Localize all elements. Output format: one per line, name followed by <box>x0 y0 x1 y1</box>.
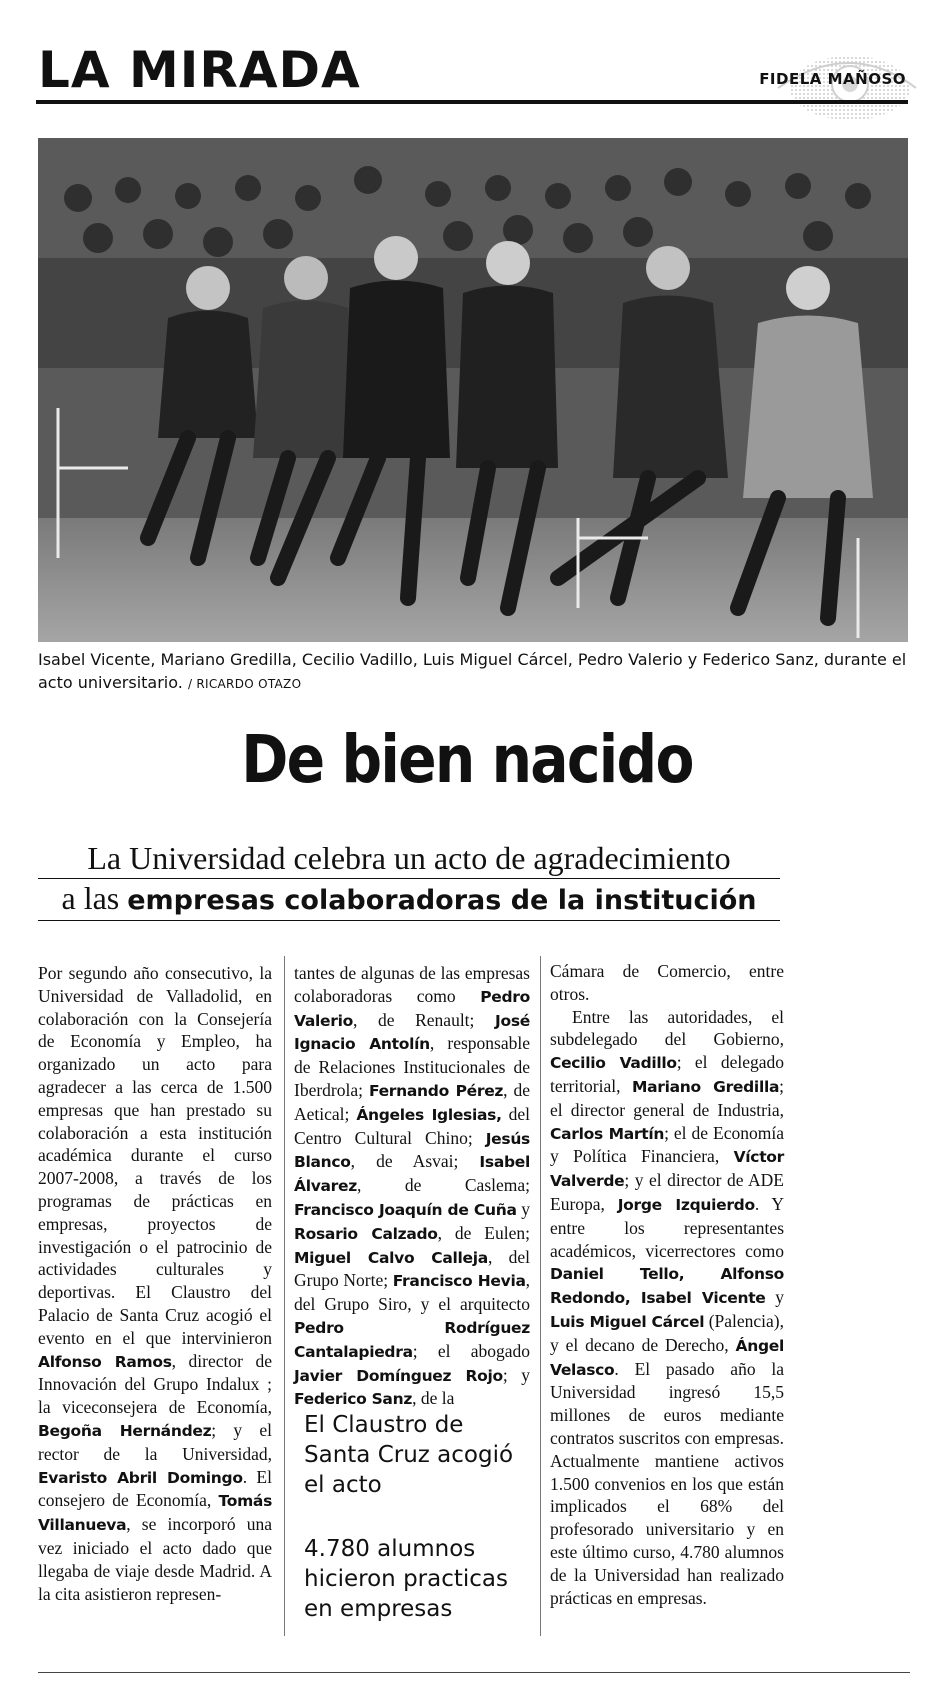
text-run: , de Asvai; <box>350 1151 480 1172</box>
text-run: ; y <box>502 1364 530 1385</box>
body-column-1 <box>38 962 272 1605</box>
person-name: Federico Sanz <box>294 1390 413 1409</box>
person-name: Ángeles Iglesias, <box>356 1105 502 1124</box>
person-name: Pedro Rodríguez Cantalapiedra <box>294 1318 530 1361</box>
text-run: tantes de algunas de las empresas colaboradoras como <box>294 963 530 1006</box>
person-name: Jesús Blanco <box>294 1129 530 1172</box>
section-title: LA MIRADA <box>38 41 361 99</box>
column-3-paragraph-1: Cámara de Comercio, entre otros. <box>550 961 784 1004</box>
headline: De bien nacido <box>241 721 693 798</box>
deck-line-2 <box>38 878 780 921</box>
text-run: , del Grupo Norte; <box>294 1246 530 1291</box>
text-run: , se incorporó una vez iniciado el acto dado que llegaba de viaje desde Madrid. A la cita asistieron represen- <box>38 1514 272 1604</box>
person-name: Javier Domínguez Rojo <box>294 1366 503 1385</box>
text-run: y <box>765 1287 784 1308</box>
deck-line-2-bold: empresas colaboradoras de la institución <box>127 885 757 916</box>
text-run: ; el de Economía y Política Financiera, <box>550 1122 784 1167</box>
person-name: Fernando Pérez <box>368 1081 504 1100</box>
author-byline: FIDELA MAÑOSO <box>759 70 906 88</box>
person-name: Alfonso Ramos <box>38 1352 172 1371</box>
deck-line-1: La Universidad celebra un acto de agradecimiento <box>87 840 731 876</box>
person-name: Daniel Tello, Alfonso Redondo, Isabel Vicente <box>550 1265 784 1308</box>
deck-rule-mid <box>38 878 780 879</box>
photo-caption <box>38 648 908 696</box>
person-name: Luis Miguel Cárcel <box>550 1312 705 1331</box>
text-run: , responsable de Relaciones Institucionales de Iberdrola; <box>294 1033 530 1100</box>
text-run: Por segundo año consecutivo, la Universidad de Valladolid, en colaboración con la Consejería de Economía y Empleo, ha organizado un acto para agradecer a las cerca de 1.500 empresas que han prestado su colaboración a esta institución académica durante el curso 2007-2008, a través de los programas de prácticas en empresas, proyectos de investigación o el patrocinio de actividades culturales y deportivas. El Claustro del Palacio de Santa Cruz acogió el evento en el que intervinieron <box>38 963 272 1348</box>
person-name: Evaristo Abril Domingo <box>38 1468 243 1487</box>
person-name: Ángel Velasco <box>550 1336 784 1379</box>
person-name: Tomás Villanueva <box>38 1492 272 1535</box>
body-column-3 <box>550 960 784 1609</box>
text-run: ; el abogado <box>412 1340 530 1361</box>
text-run: , de Renault; <box>352 1009 496 1030</box>
person-name: Miguel Calvo Calleja <box>294 1248 488 1267</box>
text-run: . Y entre los representantes académicos, vicerrectores como <box>550 1193 784 1261</box>
text-run: del Centro Cultural Chino; <box>294 1103 530 1148</box>
text-run: ; y el director de ADE Europa, <box>550 1170 784 1214</box>
column-3-paragraph-2 <box>550 1006 784 1610</box>
person-name: Begoña Hernández <box>38 1421 212 1440</box>
deck-rule-bottom <box>38 920 780 921</box>
person-name: Jorge Izquierdo <box>617 1195 755 1214</box>
person-name: Francisco Joaquín de Cuña <box>294 1200 517 1219</box>
audience-photo-illustration <box>38 138 908 642</box>
text-run: ; el delegado territorial, <box>550 1052 784 1096</box>
body-column-2 <box>294 962 530 1411</box>
person-name: Pedro Valerio <box>294 987 530 1030</box>
text-run: . El consejero de Economía, <box>38 1466 272 1511</box>
column-2-paragraph <box>294 962 530 1411</box>
deck <box>38 838 780 921</box>
text-run: , director de Innovación del Grupo Indalux ; la viceconsejera de Economía, <box>38 1350 272 1418</box>
caption-text: Isabel Vicente, Mariano Gredilla, Cecilio Vadillo, Luis Miguel Cárcel, Pedro Valerio y Federico Sanz, durante el acto universitario. <box>38 650 907 692</box>
text-run: . El pasado año la Universidad ingresó 15,5 millones de euros mediante contratos suscritos con empresas. Actualmente mantiene activos 1.500 convenios en los que están implicados el 68% del profesorado universitario y en este último curso, 4.780 alumnos de la Universidad han realizado prácticas en empresas. <box>550 1358 784 1608</box>
person-name: Francisco Hevia <box>392 1272 526 1291</box>
text-run: y <box>516 1198 531 1219</box>
eye-logo-icon <box>738 48 918 148</box>
pull-quote-2: 4.780 alumnos hicieron practicas en empresas <box>304 1536 508 1622</box>
column-separator <box>284 956 285 1636</box>
column-separator <box>540 956 541 1636</box>
photo-credit: / RICARDO OTAZO <box>187 677 302 691</box>
deck-line-2-prefix: a las <box>61 880 120 916</box>
text-run: ; el director general de Industria, <box>550 1075 784 1120</box>
text-run: , de Caslema; <box>356 1175 530 1196</box>
text-run: , del Grupo Siro, y el arquitecto <box>294 1270 530 1315</box>
column-1-paragraph <box>38 962 272 1605</box>
text-run: Entre las autoridades, el subdelegado del Gobierno, <box>550 1006 784 1050</box>
text-run: ; y el rector de la Universidad, <box>38 1419 272 1464</box>
person-name: Isabel Álvarez <box>294 1153 530 1196</box>
person-name: Mariano Gredilla <box>632 1077 780 1096</box>
text-run: , de Eulen; <box>437 1222 530 1243</box>
event-photo <box>38 138 908 642</box>
pull-quote-1: El Claustro de Santa Cruz acogió el acto <box>304 1412 514 1498</box>
text-run: , de la <box>412 1388 455 1409</box>
person-name: Cecilio Vadillo <box>550 1054 677 1073</box>
person-name: Rosario Calzado <box>294 1224 438 1243</box>
text-run: , de Aetical; <box>294 1079 530 1124</box>
text-run: (Palencia), y el decano de Derecho, <box>550 1310 784 1355</box>
person-name: Carlos Martín <box>550 1124 665 1143</box>
section-header <box>38 40 908 102</box>
header-rule <box>36 100 908 104</box>
person-name: José Ignacio Antolín <box>294 1011 530 1054</box>
bottom-rule <box>38 1672 910 1673</box>
person-name: Víctor Valverde <box>550 1148 784 1191</box>
